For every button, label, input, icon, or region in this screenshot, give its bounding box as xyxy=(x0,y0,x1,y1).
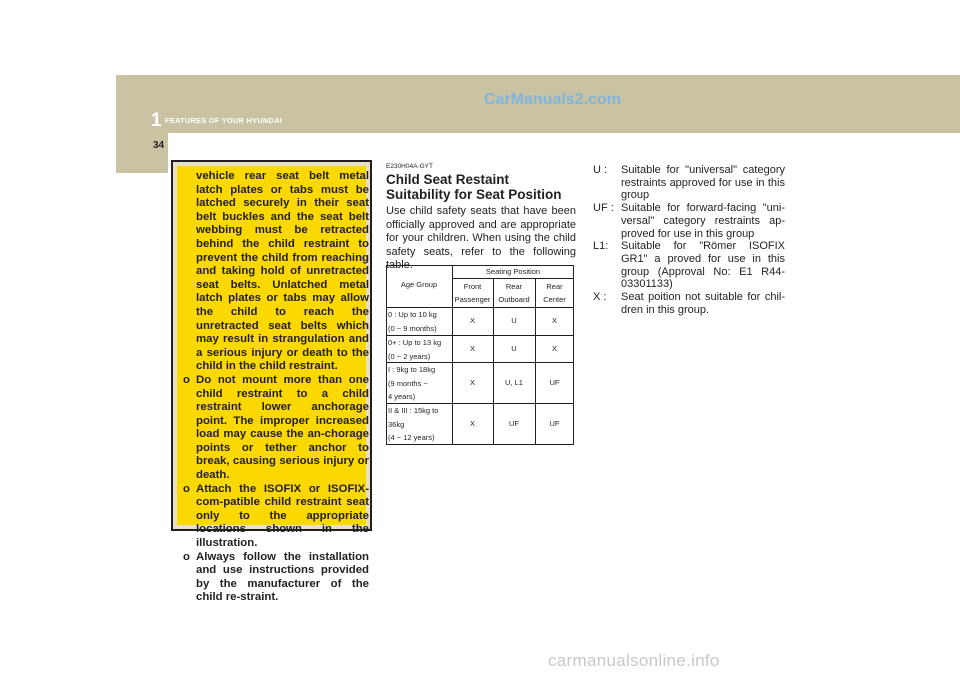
legend-key: UF : xyxy=(593,202,614,215)
table-column-header xyxy=(452,280,493,306)
warning-bullet xyxy=(183,551,369,605)
table-cell: X xyxy=(469,378,475,387)
legend-key: U : xyxy=(593,164,608,176)
bullet-marker: o xyxy=(183,482,190,495)
chapter-number: 1 xyxy=(151,110,162,131)
legend-key: L1: xyxy=(593,240,609,253)
age-line: II & III : 15kg to xyxy=(388,406,439,415)
table-cell: U, L1 xyxy=(505,378,523,387)
warning-text xyxy=(183,170,369,605)
age-line: 0+ : Up to 13 kg xyxy=(388,338,442,347)
chapter-title: FEATURES OF YOUR HYUNDAI xyxy=(165,116,283,125)
age-line: 36kg xyxy=(388,419,405,429)
section-code: E230H04A-GYT xyxy=(386,163,433,170)
table-row-age xyxy=(388,336,452,363)
legend-item-x xyxy=(593,291,785,316)
header-band-curve xyxy=(116,133,168,173)
suitability-table xyxy=(386,265,574,445)
table-row-age xyxy=(388,308,452,335)
age-line: (9 months ~ xyxy=(388,378,428,388)
table-row-age xyxy=(388,404,452,445)
column-header-line: Front xyxy=(463,282,482,291)
legend-key: X : xyxy=(593,291,607,304)
age-line: 0 : Up to 10 kg xyxy=(388,310,437,319)
table-cell: UF xyxy=(509,419,519,428)
warning-bullet xyxy=(183,374,369,483)
age-line: (4 ~ 12 years) xyxy=(388,433,435,442)
legend-text: Suitable for forward-facing "uni-versal" category restraints ap-proved for use in this group xyxy=(621,202,785,240)
table-cell: X xyxy=(551,344,557,353)
warning-box-inner xyxy=(177,166,369,604)
warning-box xyxy=(171,160,372,604)
warning-bullet-text: Do not mount more than one child restraint to a child restraint lower anchorage point. The improper increased load may cause the an-chorage points or tether anchor to break, causing serious injury or death. xyxy=(196,373,369,482)
section-body: Use child safety seats that have been officially approved and are appropriate for your children. When using the child safety seats, refer to the following table. xyxy=(386,205,576,271)
warning-bullet-text: Always follow the installation and use instructions provided by the manufacturer of the child re-straint. xyxy=(196,550,369,604)
legend-item-u xyxy=(593,164,785,202)
age-line: 4 years) xyxy=(388,392,416,401)
table-column-header xyxy=(535,280,574,306)
column-header-line: Rear xyxy=(505,282,523,291)
section-title: Child Seat Restaint Suitability for Seat Position xyxy=(386,172,562,202)
table-rule xyxy=(452,278,574,279)
table-cell: UF xyxy=(549,419,560,428)
age-line: (0 ~ 2 years) xyxy=(388,351,431,361)
legend-item-l1 xyxy=(593,240,785,291)
table-column-header xyxy=(493,280,535,306)
table-cell: X xyxy=(469,316,475,325)
age-line: (0 ~ 9 months) xyxy=(388,323,437,333)
column-header-line: Passenger xyxy=(454,295,491,304)
warning-bullet-text: Attach the ISOFIX or ISOFIX-com-patible child restraint seat only to the appropriate locations shown in the illustration. xyxy=(196,482,369,550)
column-header-line: Outboard xyxy=(498,295,530,304)
bullet-marker: o xyxy=(183,550,190,563)
table-row-age xyxy=(388,363,452,404)
page-number: 34 xyxy=(153,140,165,151)
age-line: I : 9kg to 18kg xyxy=(388,365,436,374)
table-cell: UF xyxy=(549,378,560,387)
bullet-marker: o xyxy=(183,373,190,386)
table-cell: U xyxy=(511,344,517,353)
watermark: carmanualsonline.info xyxy=(548,651,720,670)
warning-bullet xyxy=(183,483,369,551)
site-link[interactable]: CarManuals2.com xyxy=(484,91,621,108)
legend-text: Suitable for "universal" category restraints approved for use in this group xyxy=(621,164,785,202)
legend-item-uf xyxy=(593,202,785,240)
table-cell: X xyxy=(469,344,475,353)
table-header-seating-position: Seating Position xyxy=(485,267,541,276)
column-header-line: Center xyxy=(543,295,566,304)
legend-text: Seat poition not suitable for chil-dren in this group. xyxy=(621,291,785,316)
legend-text: Suitable for "Römer ISOFIX GR1" a proved for use in this group (Approval No: E1 R44-03301133) xyxy=(621,240,785,291)
table-cell: X xyxy=(551,316,557,325)
column-header-line: Rear xyxy=(546,282,563,291)
table-header-age-group: Age Group xyxy=(400,280,438,289)
legend-list xyxy=(593,164,785,316)
warning-continuation: vehicle rear seat belt metal latch plates or tabs must be latched securely in their seat belt buckles and the seat belt webbing must be retracted behind the child restraint to prevent the child from reaching and taking hold of unretracted seat belts. Unlatched metal latch plates or tabs may allow the child to reach the unretracted seat belts which may result in strangulation and a serious injury or death to the child in the child restraint. xyxy=(196,170,369,373)
table-cell: U xyxy=(511,316,517,325)
table-cell: X xyxy=(469,419,475,428)
